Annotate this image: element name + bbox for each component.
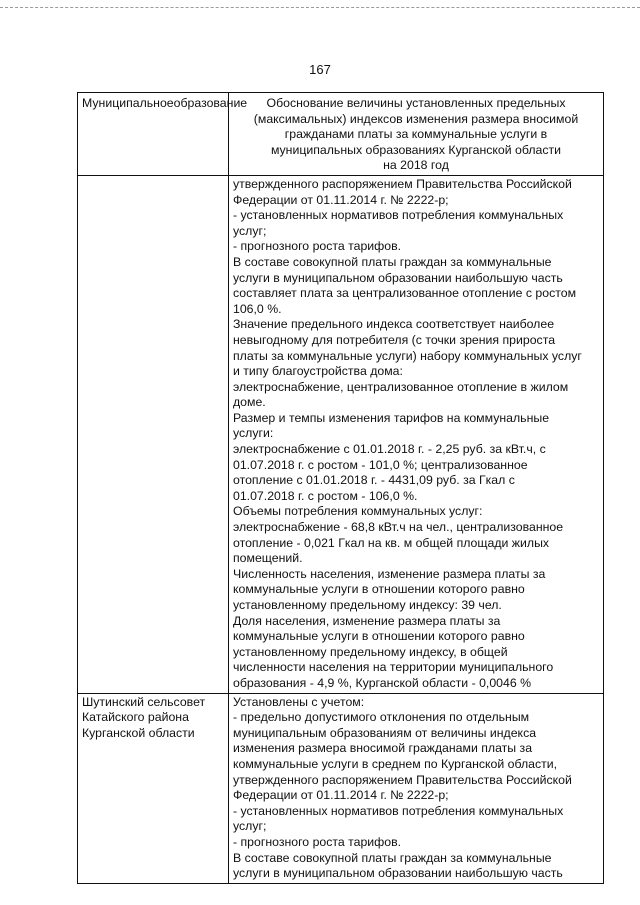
text-line: численности населения на территории муниципального xyxy=(233,660,554,675)
text-line: Федерации от 01.11.2014 г. № 2222-р; xyxy=(233,192,449,207)
text-line: коммунальные услуги в среднем по Курганской области, xyxy=(233,756,558,771)
text-line: электроснабжение - 68,8 кВт.ч на чел., централизованное xyxy=(233,520,564,535)
table-row xyxy=(78,175,604,693)
header-text-line: образование xyxy=(173,96,248,110)
text-line: услуги в муниципальном образовании наибольшую часть xyxy=(233,270,563,285)
text-line: и типу благоустройства дома: xyxy=(233,364,403,379)
header-text-line: муниципальных образованиях Курганской области xyxy=(270,142,562,157)
text-line: утвержденного распоряжением Правительства Российской xyxy=(233,772,572,787)
header-text-line: гражданами платы за коммунальные услуги в xyxy=(284,127,548,142)
text-line: помещений. xyxy=(233,551,303,566)
header-text-line: (максимальных) индексов изменения размера вносимой xyxy=(253,111,579,126)
text-line: В составе совокупной платы граждан за коммунальные xyxy=(233,254,552,269)
header-municipality xyxy=(78,93,248,176)
text-line: платы за коммунальные услуги) набору коммунальных услуг xyxy=(233,348,582,363)
text-line: - установленных нормативов потребления коммунальных xyxy=(233,208,564,223)
text-line: установленному предельному индексу: 39 чел. xyxy=(233,598,502,612)
text-line: электроснабжение с 01.01.2018 г. - 2,25 руб. за кВт.ч, с xyxy=(233,442,546,457)
text-line: невыгодному для потребителя (с точки зрения прироста xyxy=(233,332,556,347)
text-line: - прогнозного роста тарифов. xyxy=(233,239,402,254)
text-line: изменения размера вносимой гражданами платы за xyxy=(233,741,533,756)
text-line: коммунальные услуги в отношении которого равно xyxy=(233,629,525,644)
justification-cell xyxy=(229,693,604,883)
text-line: отопление с 01.01.2018 г. - 4431,09 руб. за Гкал с xyxy=(233,473,515,488)
text-line: коммунальные услуги в отношении которого равно xyxy=(233,582,525,597)
tariff-justification-table xyxy=(77,92,604,884)
municipality-name-line: Шутинский сельсовет xyxy=(82,694,206,709)
municipality-name-line: Курганской области xyxy=(82,725,195,740)
text-line: - предельно допустимого отклонения по отдельным xyxy=(233,710,530,725)
municipality-name-line: Катайского района xyxy=(82,710,189,725)
justification-cell xyxy=(229,175,604,693)
text-line: 01.07.2018 г. с ростом - 106,0 %. xyxy=(233,488,418,503)
page-top-rule xyxy=(0,7,640,8)
municipality-cell xyxy=(78,175,229,693)
text-line: Объемы потребления коммунальных услуг: xyxy=(233,504,483,519)
table-row xyxy=(78,693,604,883)
text-line: установленному предельному индексу, в общей xyxy=(233,644,508,659)
text-line: услуг; xyxy=(233,223,267,238)
header-text-line: на 2018 год xyxy=(383,158,449,173)
text-line: В составе совокупной платы граждан за коммунальные xyxy=(233,850,552,865)
text-line: Доля населения, изменение размера платы за xyxy=(233,613,501,628)
text-line: электроснабжение, централизованное отопление в жилом xyxy=(233,379,569,394)
text-line: отопление - 0,021 Гкал на кв. м общей площади жилых xyxy=(233,535,550,550)
header-text-line: Муниципальное xyxy=(82,96,174,110)
text-line: услуги: xyxy=(233,426,274,441)
text-line: - прогнозного роста тарифов. xyxy=(233,834,402,849)
page-number: 167 xyxy=(309,62,331,77)
table-header-row xyxy=(78,93,604,176)
text-line: муниципальным образованиям от величины индекса xyxy=(233,725,537,740)
header-justification xyxy=(229,93,604,176)
text-line: Значение предельного индекса соответствует наиболее xyxy=(233,317,555,332)
text-line: Установлены с учетом: xyxy=(233,694,365,709)
text-line: услуги в муниципальном образовании наибольшую часть xyxy=(233,866,563,881)
municipality-cell xyxy=(78,693,229,883)
header-text-line: Обоснование величины установленных предельных xyxy=(266,96,566,110)
text-line: Размер и темпы изменения тарифов на коммунальные xyxy=(233,410,550,425)
text-line: образования - 4,9 %, Курганской области - 0,0046 % xyxy=(233,675,532,690)
text-line: услуг; xyxy=(233,819,267,834)
text-line: Численность населения, изменение размера платы за xyxy=(233,566,546,581)
text-line: доме. xyxy=(233,395,266,410)
text-line: утвержденного распоряжением Правительства Российской xyxy=(233,176,572,191)
text-line: 01.07.2018 г. с ростом - 101,0 %; централизованное xyxy=(233,457,528,472)
text-line: 106,0 %. xyxy=(233,301,282,316)
text-line: Федерации от 01.11.2014 г. № 2222-р; xyxy=(233,788,449,803)
text-line: - установленных нормативов потребления коммунальных xyxy=(233,803,564,818)
text-line: составляет плата за централизованное отопление с ростом xyxy=(233,286,577,301)
